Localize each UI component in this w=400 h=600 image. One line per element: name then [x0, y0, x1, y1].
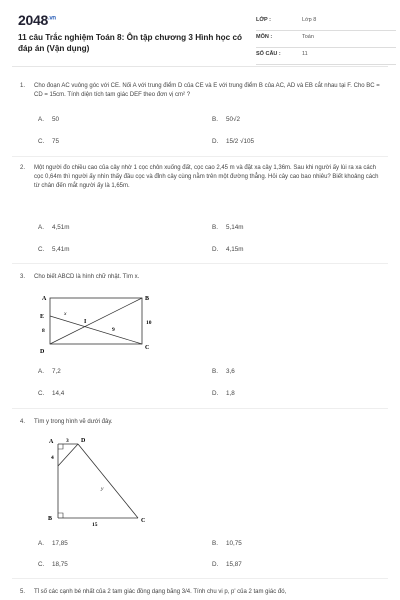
meta-value: Lớp 8	[302, 17, 317, 23]
option-key: A.	[38, 540, 44, 547]
option-b[interactable]	[212, 540, 242, 547]
option-c[interactable]	[38, 390, 64, 397]
option-key: D.	[212, 390, 219, 397]
label-10: 10	[146, 320, 152, 326]
option-a[interactable]	[38, 368, 61, 375]
option-value: 14,4	[52, 390, 65, 397]
label-c: C	[141, 518, 146, 524]
header	[18, 12, 388, 62]
rectangle-figure	[34, 290, 164, 360]
option-value: 17,85	[52, 540, 68, 547]
option-key: D.	[212, 246, 219, 253]
option-value: 4,15m	[226, 246, 244, 253]
option-b[interactable]	[212, 368, 235, 375]
option-key: B.	[212, 116, 218, 123]
option-key: D.	[212, 138, 219, 145]
option-value: 75	[52, 138, 60, 145]
label-8: 8	[42, 328, 45, 334]
option-value: 5,14m	[226, 224, 244, 231]
label-b: B	[145, 296, 150, 302]
meta-row-count	[256, 48, 396, 65]
option-key: D.	[212, 561, 219, 568]
question-1	[20, 82, 382, 142]
meta-row-class	[256, 14, 396, 31]
triangle-figure	[38, 434, 158, 528]
question-text: Cho đoạn AC vuông góc với CE. Nối A với trung điểm D của CE và E với trung điểm B của AC, AD và EB cắt nhau tại F. Cho BC = CD = 15cm. Tính diện tích tam giác DEF theo đơn vị cm² ?	[34, 83, 380, 98]
question-number: 1.	[20, 83, 26, 89]
option-d[interactable]	[212, 246, 244, 253]
question-text: Một người đo chiều cao của cây nhờ 1 cọc chôn xuống đất, cọc cao 2,45 m và đặt xa cây 1,36m. Sau khi người ấy lùi ra xa cách cọc 0,64m thì người ấy nhìn thấy đầu cọc và đỉnh cây cùng nằm trên một đường thẳng. Hỏi cây cao bao nhiêu? Biết khoảng cách từ chân đến mắt người ấy là 1,65m.	[34, 165, 379, 189]
option-value: 7,2	[52, 368, 61, 375]
meta-box	[256, 14, 396, 65]
option-key: C.	[38, 138, 45, 145]
option-key: B.	[212, 368, 218, 375]
option-value: 15,87	[226, 561, 242, 568]
logo-text: 2048	[18, 12, 48, 28]
option-value: 50	[52, 116, 60, 123]
site-logo[interactable]	[18, 12, 56, 28]
option-value: 5,41m	[52, 246, 70, 253]
option-key: B.	[212, 540, 218, 547]
option-c[interactable]	[38, 246, 70, 253]
label-a: A	[42, 296, 47, 302]
question-4	[20, 418, 382, 428]
question-text: Tìm y trong hình vẽ dưới đây.	[34, 419, 113, 425]
option-key: C.	[38, 390, 45, 397]
question-text: Cho biết ABCD là hình chữ nhật. Tìm x.	[34, 274, 140, 280]
meta-value: 11	[302, 51, 308, 57]
option-key: C.	[38, 246, 45, 253]
question-number: 4.	[20, 419, 26, 425]
option-key: A.	[38, 116, 44, 123]
question-2	[20, 164, 382, 212]
option-d[interactable]	[212, 138, 254, 145]
option-value: 4,51m	[52, 224, 70, 231]
question-number: 2.	[20, 165, 26, 171]
option-value: 3,6	[226, 368, 235, 375]
header-divider	[12, 66, 388, 67]
option-value: 1,8	[226, 390, 235, 397]
question-text: Tỉ số các cạnh bé nhất của 2 tam giác đồng dạng bằng 3/4. Tính chu vi p, p' của 2 tam giác đó,	[34, 589, 287, 595]
label-9: 9	[112, 327, 115, 333]
question-divider	[12, 578, 388, 579]
option-b[interactable]	[212, 224, 244, 231]
question-divider	[12, 263, 388, 264]
label-i: I	[84, 319, 87, 325]
label-e: E	[40, 314, 45, 320]
question-number: 5.	[20, 589, 26, 595]
label-y: y	[101, 486, 104, 492]
meta-key: MÔN :	[256, 34, 273, 40]
option-key: A.	[38, 368, 44, 375]
logo-suffix: .vn	[47, 15, 56, 22]
page-title: 11 câu Trắc nghiệm Toán 8: Ôn tập chương 3 Hình học có đáp án (Vận dụng)	[18, 33, 243, 53]
option-a[interactable]	[38, 116, 59, 123]
option-value: 18,75	[52, 561, 68, 568]
label-d: D	[40, 349, 45, 355]
label-d: D	[81, 438, 86, 444]
option-a[interactable]	[38, 540, 68, 547]
meta-key: SỐ CÂU :	[256, 51, 281, 57]
label-c: C	[145, 345, 150, 351]
label-a: A	[49, 439, 54, 445]
option-value: 50√2	[226, 116, 240, 123]
option-a[interactable]	[38, 224, 70, 231]
question-number: 3.	[20, 274, 26, 280]
option-value: 15/2 √105	[226, 138, 254, 145]
label-3: 3	[66, 438, 69, 444]
option-c[interactable]	[38, 561, 68, 568]
option-key: B.	[212, 224, 218, 231]
label-b: B	[48, 516, 53, 522]
question-divider	[12, 156, 388, 157]
question-3	[20, 273, 382, 283]
question-divider	[12, 408, 388, 409]
meta-value: Toán	[302, 34, 314, 40]
option-b[interactable]	[212, 116, 240, 123]
question-5	[20, 588, 382, 598]
option-value: 10,75	[226, 540, 242, 547]
label-15: 15	[92, 522, 98, 528]
option-key: C.	[38, 561, 45, 568]
option-c[interactable]	[38, 138, 59, 145]
label-4: 4	[51, 455, 54, 461]
meta-row-subject	[256, 31, 396, 48]
option-key: A.	[38, 224, 44, 231]
label-x: x	[64, 311, 67, 317]
meta-key: LỚP :	[256, 17, 271, 23]
option-d[interactable]	[212, 561, 242, 568]
option-d[interactable]	[212, 390, 235, 397]
